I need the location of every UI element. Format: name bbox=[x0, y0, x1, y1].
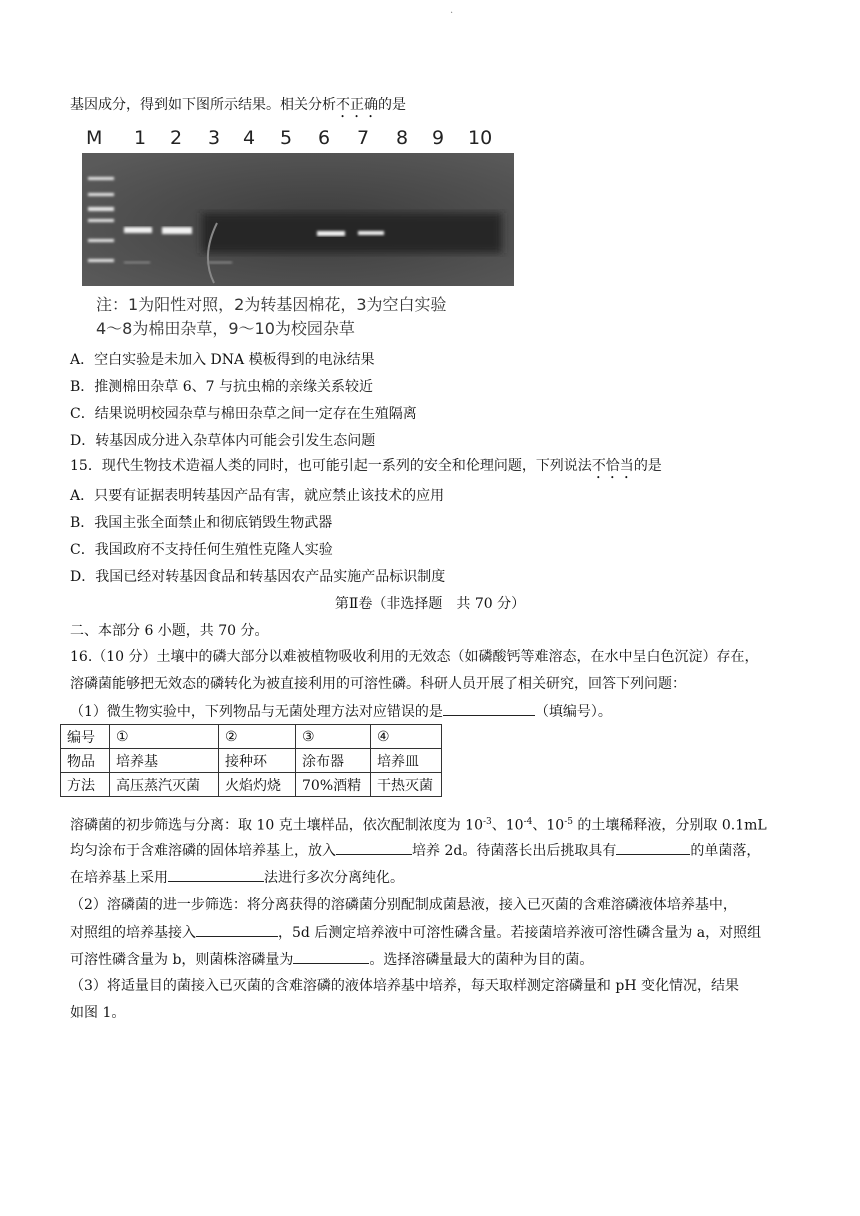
lane-label-1: 1 bbox=[134, 127, 147, 149]
q16-screening-line-1 bbox=[70, 812, 767, 836]
intro-text-end: 的是 bbox=[378, 97, 406, 113]
table-cell: 培养皿 bbox=[371, 749, 442, 773]
q16-part1 bbox=[70, 701, 612, 722]
q16-p2-text: 。选择溶磷量最大的菌种为目的菌。 bbox=[369, 952, 594, 968]
table-row bbox=[61, 749, 442, 773]
q16-part3-line-1: （3）将适量目的菌接入已灭菌的含难溶磷的液体培养基中培养，每天取样测定溶磷量和 pH 变化情况，结果 bbox=[70, 978, 739, 994]
lane-label-6: 6 bbox=[318, 127, 331, 149]
table-cell: 涂布器 bbox=[296, 749, 371, 773]
exponent: -4 bbox=[523, 817, 533, 827]
q16-part2-line-3 bbox=[70, 949, 593, 970]
band-lane-7 bbox=[358, 231, 384, 235]
section-title: 第Ⅱ卷（非选择题 共 70 分） bbox=[334, 596, 526, 612]
q16-s1-text: 溶磷菌的初步筛选与分离：取 10 克土壤样品，依次配制浓度为 10 bbox=[70, 817, 483, 834]
lane-label-8: 8 bbox=[396, 127, 409, 149]
gel-note-line-1: 注：1为阳性对照，2为转基因棉花，3为空白实验 bbox=[96, 295, 447, 314]
table-cell: ② bbox=[219, 725, 296, 749]
faint-band-1 bbox=[124, 261, 150, 264]
page-dot: . bbox=[450, 5, 454, 16]
q16-s1-text: 、10 bbox=[491, 817, 524, 834]
q14-option-d: D．转基因成分进入杂草体内可能会引发生态问题 bbox=[70, 433, 376, 449]
answer-blank-6[interactable] bbox=[293, 949, 369, 964]
table-cell: 培养基 bbox=[110, 749, 219, 773]
table-cell: 方法 bbox=[61, 773, 110, 797]
exponent: -5 bbox=[564, 817, 573, 827]
faint-band-3 bbox=[208, 261, 232, 264]
q15-option-a: A．只要有证据表明转基因产品有害，就应禁止该技术的应用 bbox=[70, 488, 445, 504]
band-lane-6 bbox=[317, 231, 345, 236]
exponent: -3 bbox=[482, 817, 492, 827]
q16-s3-text: 法进行多次分离纯化。 bbox=[264, 870, 404, 886]
q16-line-1: 16.（10 分）土壤中的磷大部分以难被植物吸收利用的无效态（如磷酸钙等难溶态，在水中呈白色沉淀）存在， bbox=[70, 649, 759, 665]
q15-option-d: D．我国已经对转基因食品和转基因农产品实施产品标识制度 bbox=[70, 569, 446, 585]
q15-stem bbox=[70, 456, 662, 482]
table-cell: 干热灭菌 bbox=[371, 773, 442, 797]
q16-s1-text: 、10 bbox=[532, 817, 565, 834]
q15-option-c: C．我国政府不支持任何生殖性克隆人实验 bbox=[70, 542, 333, 558]
lane-label-9: 9 bbox=[432, 127, 445, 149]
lane-label-3: 3 bbox=[208, 127, 221, 149]
lane-label-2: 2 bbox=[170, 127, 183, 149]
q16-s1-text: 的土壤稀释液，分别取 0.1mL bbox=[572, 817, 767, 834]
gel-image bbox=[82, 153, 514, 286]
section-subtitle: 二、本部分 6 小题，共 70 分。 bbox=[70, 623, 269, 639]
answer-blank-2[interactable] bbox=[336, 840, 412, 855]
q14-option-c: C．结果说明校园杂草与棉田杂草之间一定存在生殖隔离 bbox=[70, 406, 417, 422]
q16-s3-text: 在培养基上采用 bbox=[70, 870, 168, 886]
q14-option-a: A．空白实验是未加入 DNA 模板得到的电泳结果 bbox=[70, 352, 375, 368]
q16-part1-end: （填编号）。 bbox=[534, 704, 612, 720]
q16-s2-text: 的单菌落， bbox=[690, 843, 761, 859]
answer-blank-1[interactable] bbox=[443, 701, 535, 716]
lane-label-10: 10 bbox=[468, 127, 493, 149]
q16-part1-text: （1）微生物实验中，下列物品与无菌处理方法对应错误的是 bbox=[70, 704, 443, 720]
table-row bbox=[61, 725, 442, 749]
table-cell: 物品 bbox=[61, 749, 110, 773]
lane-label-4: 4 bbox=[243, 127, 256, 149]
band-lane-2 bbox=[162, 227, 192, 234]
table-cell: 火焰灼烧 bbox=[219, 773, 296, 797]
q16-part3-line-2: 如图 1。 bbox=[70, 1005, 126, 1021]
q16-screening-line-3 bbox=[70, 867, 404, 888]
gel-note-line-2: 4～8为棉田杂草，9～10为校园杂草 bbox=[96, 319, 355, 338]
table-cell: ④ bbox=[371, 725, 442, 749]
q16-s2-text: 培养 2d。待菌落长出后挑取具有 bbox=[412, 843, 617, 859]
answer-blank-5[interactable] bbox=[196, 922, 278, 937]
intro-line bbox=[70, 95, 406, 121]
q16-part2-line-2 bbox=[70, 922, 761, 943]
q16-p2-text: 对照组的培养基接入 bbox=[70, 925, 196, 941]
table-cell: 高压蒸汽灭菌 bbox=[110, 773, 219, 797]
answer-blank-3[interactable] bbox=[616, 840, 690, 855]
lane-label-m: M bbox=[86, 127, 103, 149]
q15-option-b: B．我国主张全面禁止和彻底销毁生物武器 bbox=[70, 515, 333, 531]
q14-option-b: B．推测棉田杂草 6、7 与抗虫棉的亲缘关系较近 bbox=[70, 379, 374, 395]
answer-blank-4[interactable] bbox=[168, 867, 264, 882]
gel-smear bbox=[202, 213, 502, 253]
q16-s2-text: 均匀涂布于含难溶磷的固体培养基上，放入 bbox=[70, 843, 336, 859]
q16-p2-text: 可溶性磷含量为 b，则菌株溶磷量为 bbox=[70, 952, 294, 968]
q15-text-end: 的是 bbox=[633, 458, 662, 474]
q16-part2-line-1: （2）溶磷菌的进一步筛选：将分离获得的溶磷菌分别配制成菌悬液，接入已灭菌的含难溶磷液体培养基中， bbox=[70, 897, 737, 913]
q15-text: 15．现代生物技术造福人类的同时，也可能引起一系列的安全和伦理问题，下列说法 bbox=[70, 458, 592, 474]
lane-label-7: 7 bbox=[357, 127, 370, 149]
intro-text: 基因成分，得到如下图所示结果。相关分析 bbox=[70, 97, 336, 113]
q15-emphasis: 不恰当 bbox=[591, 458, 634, 474]
table-cell: 接种环 bbox=[219, 749, 296, 773]
intro-emphasis: 不正确 bbox=[336, 97, 378, 113]
band-lane-1 bbox=[124, 227, 152, 233]
table-row bbox=[61, 773, 442, 797]
table-cell: ③ bbox=[296, 725, 371, 749]
table-cell: 70%酒精 bbox=[296, 773, 371, 797]
q16-screening-line-2 bbox=[70, 840, 760, 861]
table-cell: 编号 bbox=[61, 725, 110, 749]
q16-p2-text: ，5d 后测定培养液中可溶性磷含量。若接菌培养液可溶性磷含量为 a，对照组 bbox=[278, 925, 762, 941]
table-cell: ① bbox=[110, 725, 219, 749]
lane-label-5: 5 bbox=[280, 127, 293, 149]
q16-line-2: 溶磷菌能够把无效态的磷转化为被直接利用的可溶性磷。科研人员开展了相关研究，回答下列问题： bbox=[70, 676, 686, 692]
sterilization-table bbox=[60, 724, 442, 797]
